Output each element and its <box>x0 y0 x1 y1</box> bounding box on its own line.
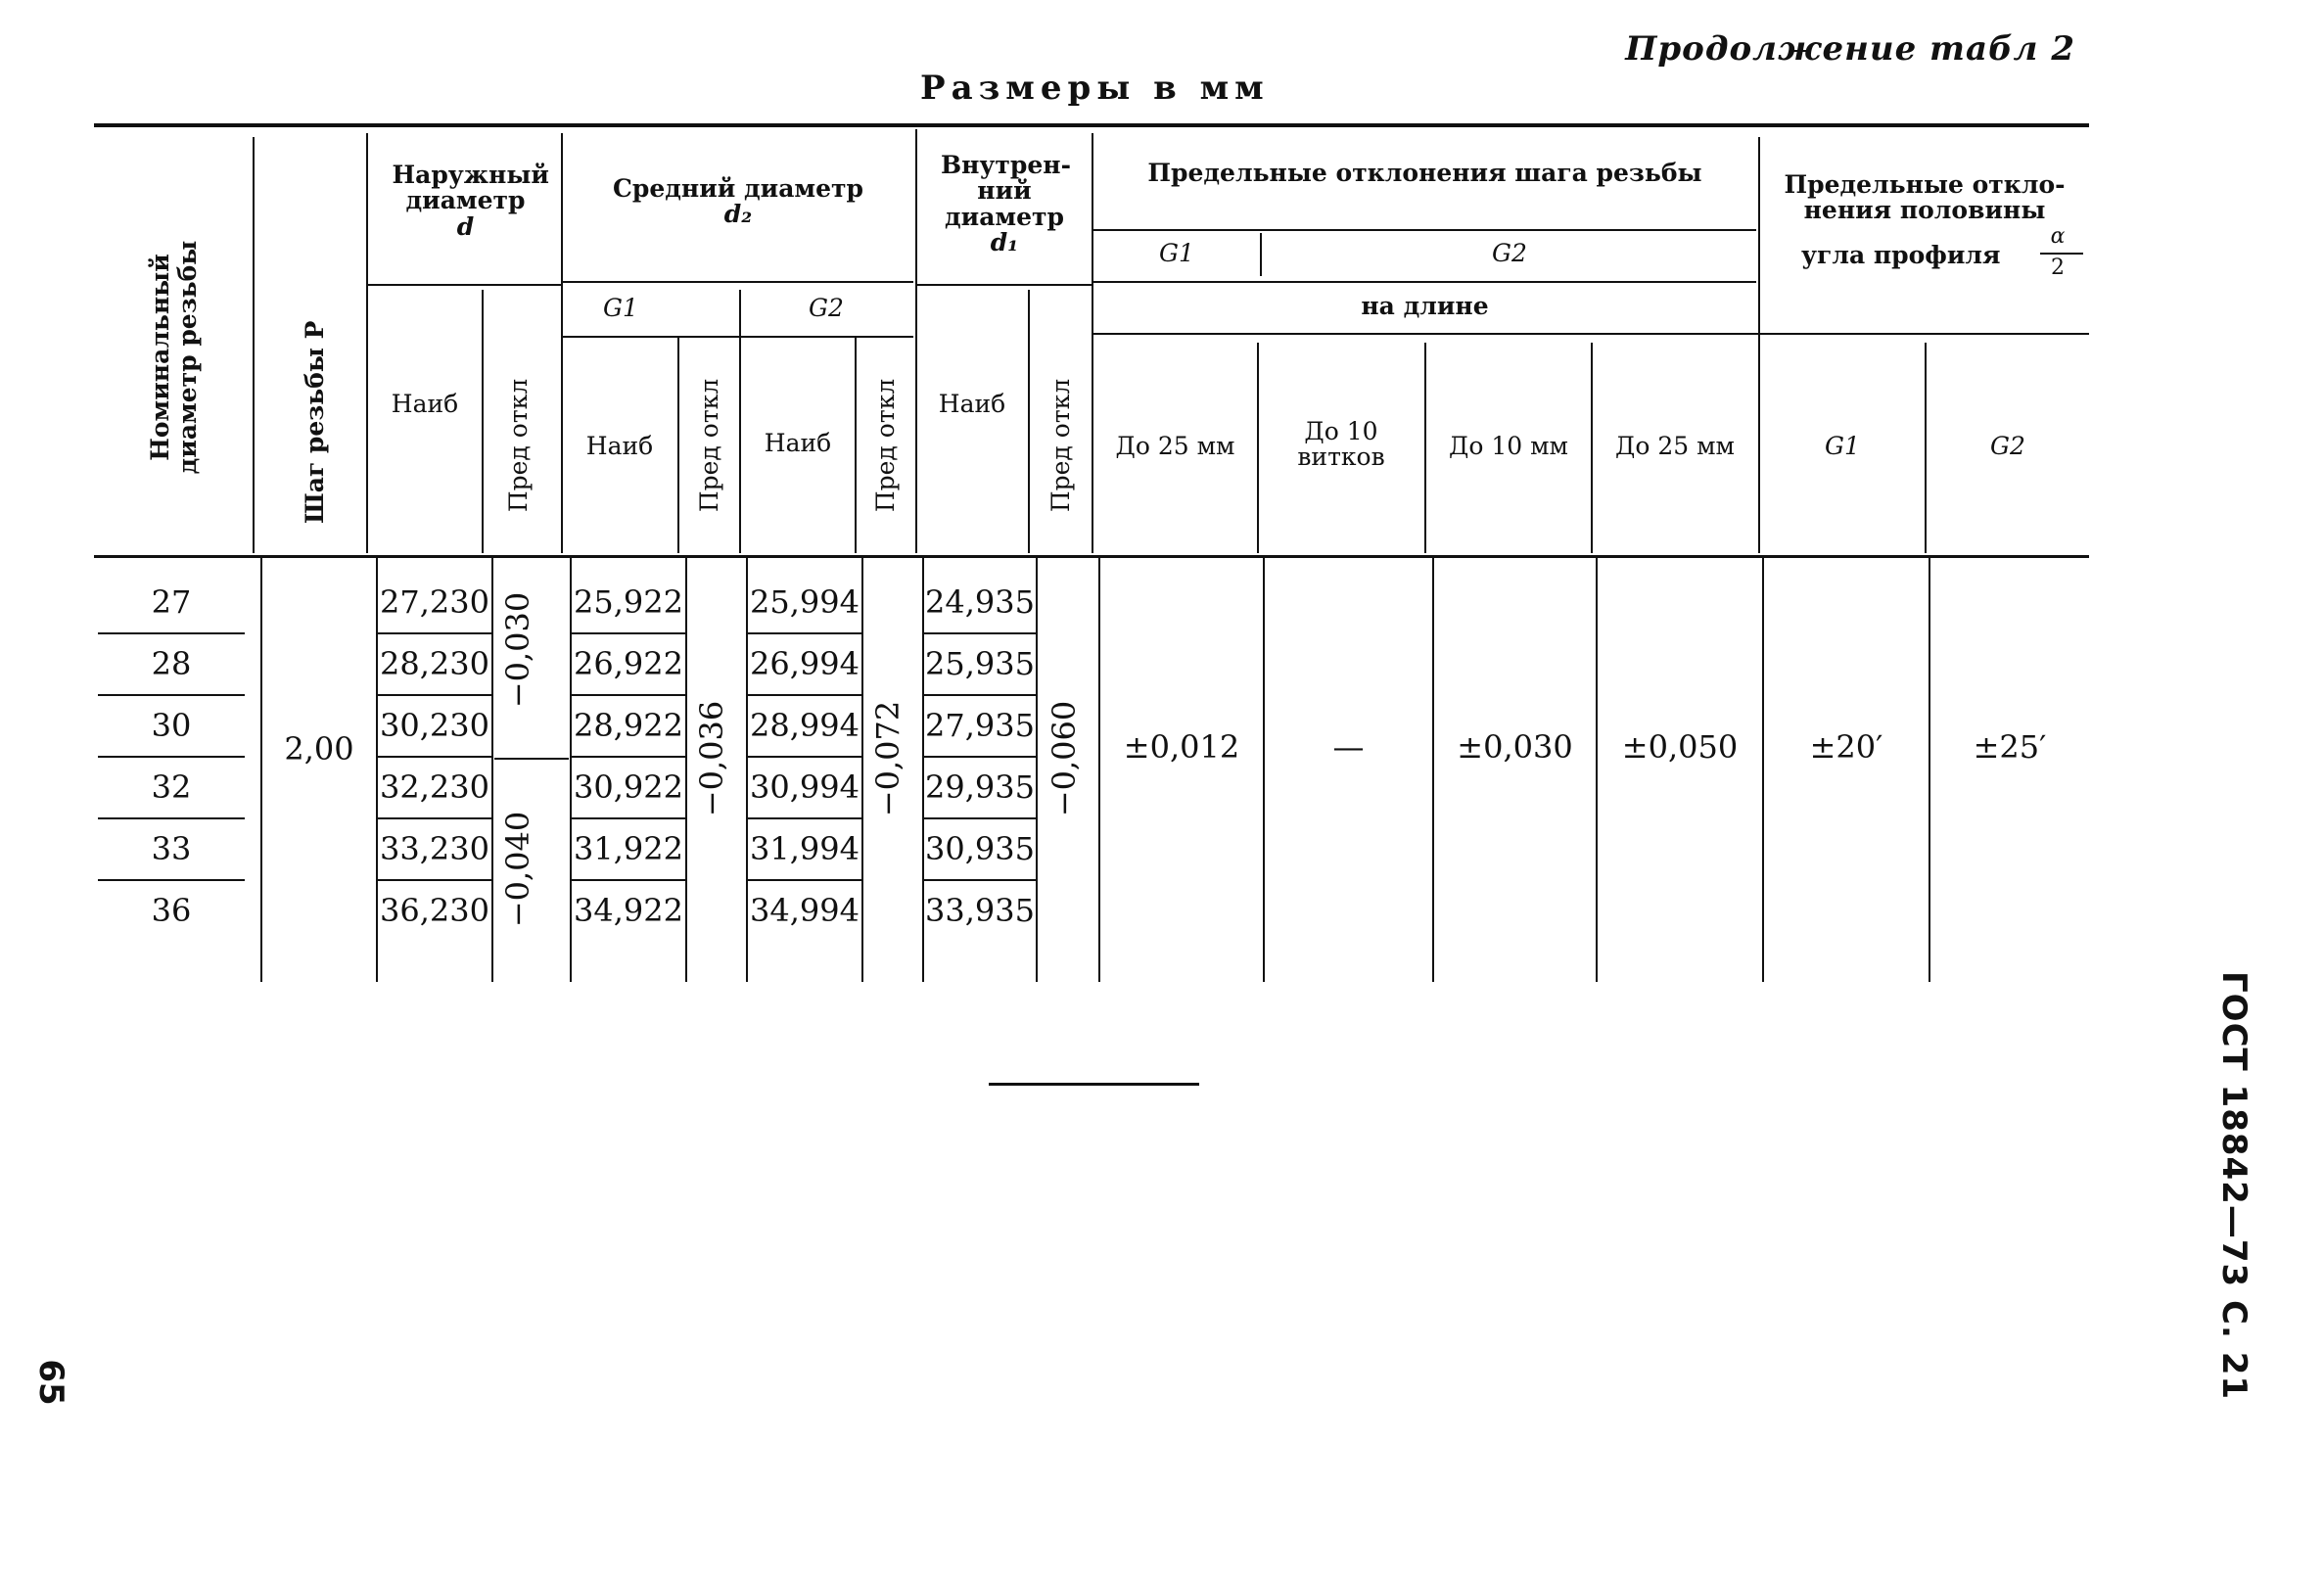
header-inner-max: Наиб <box>938 390 1006 418</box>
body-divider <box>1762 558 1764 982</box>
header-middle-label: Средний диаметр <box>612 174 864 203</box>
body-divider <box>1036 558 1038 982</box>
side-doc-label: ГОСТ 18842—73 С. 21 <box>2214 971 2254 1401</box>
outer-max-cell: 28,230 <box>380 645 489 682</box>
row-separator <box>924 817 1036 819</box>
outer-max-cell: 27,230 <box>380 583 489 621</box>
col-divider <box>1260 233 1262 276</box>
table-top-rule <box>94 123 2089 127</box>
inner-max-cell: 25,935 <box>925 645 1035 682</box>
row-separator <box>924 632 1036 634</box>
header-rule <box>563 281 913 283</box>
nominal-cell: 28 <box>151 645 192 682</box>
inner-max-cell: 33,935 <box>925 892 1035 929</box>
header-half-angle <box>1760 172 2089 224</box>
header-to25b: До 25 мм <box>1615 432 1735 460</box>
header-outer-limdev: Пред откл <box>504 378 533 513</box>
header-angle-g1: G1 <box>1825 432 1860 460</box>
mid-g1-max-cell: 30,922 <box>574 768 683 806</box>
header-pitch-g1: G1 <box>1159 239 1194 267</box>
nominal-cell: 36 <box>151 892 192 929</box>
header-outer-symbol: d <box>456 211 475 241</box>
header-middle <box>563 176 913 228</box>
mid-g2-max-cell: 25,994 <box>750 583 860 621</box>
mid-g2-max-cell: 30,994 <box>750 768 860 806</box>
fraction-denominator: 2 <box>2051 256 2065 280</box>
row-separator <box>572 756 685 758</box>
mid-g2-max-cell: 26,994 <box>750 645 860 682</box>
mid-g2-limdev: −0,072 <box>869 700 906 817</box>
row-separator <box>924 756 1036 758</box>
row-separator <box>378 756 491 758</box>
body-divider <box>1929 558 1930 982</box>
end-rule <box>989 1083 1199 1086</box>
pitch-dev-to25: ±0,012 <box>1123 728 1240 766</box>
mid-g2-max-cell: 28,994 <box>750 707 860 744</box>
outer-max-cell: 36,230 <box>380 892 489 929</box>
outer-limdev-lower: −0,040 <box>499 811 536 928</box>
header-inner-limdev: Пред откл <box>1046 378 1075 513</box>
body-divider <box>1596 558 1598 982</box>
row-separator <box>748 694 861 696</box>
header-pitch-g2: G2 <box>1492 239 1527 267</box>
row-separator <box>924 694 1036 696</box>
mid-g2-max-cell: 31,994 <box>750 830 860 867</box>
mid-g1-max-cell: 31,922 <box>574 830 683 867</box>
col-divider <box>677 337 679 553</box>
header-nominal: Номинальный диаметр резьбы <box>146 240 202 475</box>
row-separator <box>98 756 245 758</box>
header-mid-g1-max: Наиб <box>585 432 654 460</box>
header-to10turns: До 10 витков <box>1297 417 1385 472</box>
row-separator <box>378 879 491 881</box>
pitch-dev-to10turns: — <box>1332 728 1365 766</box>
row-separator <box>748 632 861 634</box>
row-separator <box>378 817 491 819</box>
outer-limdev-split <box>494 758 569 760</box>
header-pitch-dev: Предельные отклонения шага резьбы <box>1147 159 1702 187</box>
inner-max-cell: 29,935 <box>925 768 1035 806</box>
mid-g2-max-cell: 34,994 <box>750 892 860 929</box>
row-separator <box>748 756 861 758</box>
outer-limdev-upper: −0,030 <box>499 591 536 709</box>
body-divider <box>1098 558 1100 982</box>
header-rule <box>917 284 1092 286</box>
row-separator <box>98 817 245 819</box>
row-separator <box>748 879 861 881</box>
row-separator <box>572 632 685 634</box>
row-separator <box>98 632 245 634</box>
angle-dev-g2: ±25′ <box>1973 728 2047 766</box>
mid-g1-max-cell: 26,922 <box>574 645 683 682</box>
header-on-length: на длине <box>1361 292 1489 320</box>
col-divider <box>1092 133 1093 553</box>
row-separator <box>572 694 685 696</box>
inner-max-cell: 27,935 <box>925 707 1035 744</box>
col-divider <box>482 290 484 553</box>
body-divider <box>1432 558 1434 982</box>
header-rule <box>368 284 562 286</box>
mid-g1-limdev: −0,036 <box>693 700 730 817</box>
row-separator <box>572 879 685 881</box>
nominal-cell: 33 <box>151 830 192 867</box>
outer-max-cell: 30,230 <box>380 707 489 744</box>
header-inner <box>917 153 1092 256</box>
header-to25: До 25 мм <box>1115 432 1235 460</box>
row-separator <box>98 694 245 696</box>
col-divider <box>253 137 255 553</box>
body-divider <box>1263 558 1265 982</box>
outer-max-cell: 33,230 <box>380 830 489 867</box>
pitch-value: 2,00 <box>284 730 354 768</box>
col-divider <box>739 290 741 553</box>
col-divider <box>1028 290 1030 553</box>
row-separator <box>378 694 491 696</box>
body-divider <box>861 558 863 982</box>
header-mid-g2-max: Наиб <box>764 429 832 457</box>
header-half-angle-label: Предельные откло-нения половины <box>1784 170 2066 225</box>
header-mid-g1: G1 <box>603 294 638 322</box>
row-separator <box>748 817 861 819</box>
header-rule <box>563 336 913 338</box>
pitch-dev-to10mm: ±0,030 <box>1457 728 1573 766</box>
row-separator <box>572 817 685 819</box>
nominal-cell: 32 <box>151 768 192 806</box>
header-pitch: Шаг резьбы P <box>301 320 329 524</box>
row-separator <box>924 879 1036 881</box>
nominal-cell: 27 <box>151 583 192 621</box>
header-outer-label: Наружный диаметр <box>392 161 549 215</box>
inner-max-cell: 30,935 <box>925 830 1035 867</box>
mid-g1-max-cell: 25,922 <box>574 583 683 621</box>
header-mid-g1-limdev: Пред откл <box>695 378 723 513</box>
col-divider <box>855 337 857 553</box>
nominal-cell: 30 <box>151 707 192 744</box>
header-mid-g2: G2 <box>809 294 844 322</box>
row-separator <box>378 632 491 634</box>
header-inner-symbol: d₁ <box>990 227 1019 256</box>
header-mid-g2-limdev: Пред откл <box>871 378 900 513</box>
inner-max-cell: 24,935 <box>925 583 1035 621</box>
inner-limdev: −0,060 <box>1046 700 1083 817</box>
header-half-angle-2: угла профиля <box>1801 241 2001 269</box>
units-note: Размеры в мм <box>920 69 1270 108</box>
page-number: 65 <box>31 1359 70 1406</box>
header-inner-label: Внутрен-ний диаметр <box>941 151 1071 231</box>
header-rule <box>1093 229 1756 231</box>
header-rule <box>1093 333 2089 335</box>
fraction-numerator: α <box>2050 224 2066 249</box>
row-separator <box>98 879 245 881</box>
table-caption: Продолжение табл 2 <box>1625 29 2075 69</box>
header-outer <box>370 163 561 240</box>
pitch-dev-to25b: ±0,050 <box>1621 728 1739 766</box>
body-divider <box>260 558 262 982</box>
col-divider <box>1257 343 1259 553</box>
body-divider <box>491 558 493 982</box>
header-bottom-rule <box>94 555 2089 558</box>
header-middle-symbol: d₂ <box>723 200 753 229</box>
fraction-bar <box>2040 253 2083 255</box>
mid-g1-max-cell: 28,922 <box>574 707 683 744</box>
header-rule <box>1093 281 1756 283</box>
col-divider <box>366 133 368 553</box>
angle-dev-g1: ±20′ <box>1809 728 1883 766</box>
header-angle-g2: G2 <box>1990 432 2025 460</box>
header-to10mm: До 10 мм <box>1449 432 1568 460</box>
body-divider <box>685 558 687 982</box>
mid-g1-max-cell: 34,922 <box>574 892 683 929</box>
outer-max-cell: 32,230 <box>380 768 489 806</box>
header-outer-max: Наиб <box>391 390 459 418</box>
